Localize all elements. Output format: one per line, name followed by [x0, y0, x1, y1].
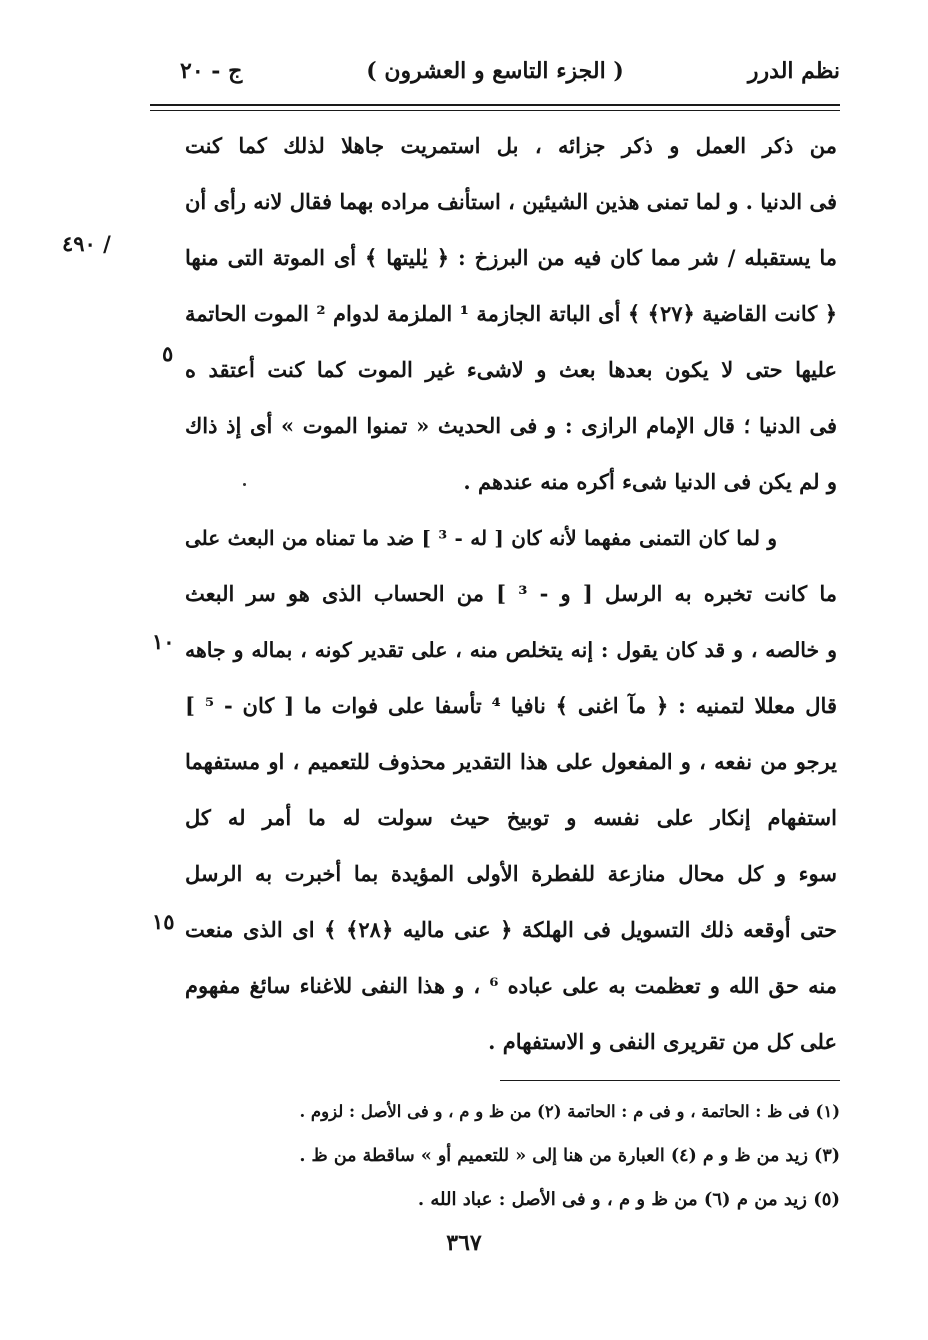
manuscript-folio-marker: / ٤٩٠ [62, 231, 111, 256]
text-line: ما كانت تخبره به الرسل [ و - ³ ] من الحساب الذى هو سر البعث [185, 581, 837, 606]
footnote-line: (٥) زيد من م (٦) من ظ و م ، و فى الأصل : عباد الله . [417, 1189, 840, 1210]
text-line: استفهام إنكار على نفسه و توبيخ حيث سولت له ما أمر له كل [185, 805, 837, 830]
text-line: فى الدنيا ؛ قال الإمام الرازى : و فى الحديث « تمنوا الموت » أى إذ ذاك [185, 413, 837, 438]
text-line: ﴿ كانت القاضية ﴿٢٧﴾ ﴾ أى الباتة الجازمة ¹ الملزمة لدوام ² الموت الحاتمة [185, 301, 837, 326]
line-number-5: ٥ [162, 341, 174, 366]
footnote-line: (١) فى ظ : الحاتمة ، و فى م : الحاتمة (٢) من ظ و م ، و فى الأصل : لزوم . [299, 1102, 840, 1121]
line-number-10: ١٠ [152, 629, 175, 654]
header-rule-thick [150, 104, 840, 106]
text-line: حتى أوقعه ذلك التسويل فى الهلكة ﴿ عنى ماليه ﴿٢٨﴾ ﴾ اى الذى منعت [185, 917, 837, 942]
main-text [185, 118, 837, 1070]
page-number: ٣٦٧ [446, 1230, 482, 1256]
footnote-line: (٣) زيد من ظ و م (٤) العبارة من هنا إلى « للتعميم أو » ساقطة من ظ . [299, 1146, 840, 1166]
volume-number: ج - ٢٠ [180, 58, 243, 84]
text-line: منه حق الله و تعظمت به على عباده ⁶ ، و هذا النفى للاغناء سائغ مفهوم [185, 973, 837, 998]
line-number-15: ١٥ [152, 909, 175, 934]
header-rule-thin [150, 110, 840, 111]
running-header [150, 58, 840, 98]
part-title: ( الجزء التاسع و العشرون ) [366, 58, 624, 84]
paragraph-start-line: و لما كان التمنى مفهما لأنه كان [ له - ³ ] ضد ما تمناه من البعث على [185, 526, 777, 550]
book-title: نظم الدرر [747, 58, 840, 84]
text-line: من ذكر العمل و ذكر جزائه ، بل استمريت جاهلا لذلك كما كنت [185, 133, 837, 158]
text-line: عليها حتى لا يكون بعدها بعث و لاشىء غير الموت كما كنت أعتقد ه [185, 357, 837, 382]
text-line: فى الدنيا . و لما تمنى هذين الشيئين ، استأنف مراده بهما فقال لانه رأى أن [185, 189, 837, 214]
text-line: يرجو من نفعه ، و المفعول على هذا التقدير محذوف للتعميم ، او مستفهما [185, 749, 837, 774]
text-line: سوء و كل محال منازعة للفطرة الأولى المؤيدة بما أخبرت به الرسل [185, 861, 837, 886]
text-line: قال معللا لتمنيه : ﴿ مآ اغنى ﴾ نافيا ⁴ تأسفا على فوات ما [ كان - ⁵ ] [185, 693, 837, 718]
text-line: ما يستقبله / شر مما كان فيه من البرزخ : ﴿ يٰليتها ﴾ أى الموتة التى منها [185, 245, 837, 270]
text-line: و لم يكن فى الدنيا شىء أكره منه عندهم . [463, 469, 837, 494]
footnote-rule [500, 1080, 840, 1081]
footnotes [300, 1090, 840, 1222]
text-line: على كل من تقريرى النفى و الاستفهام . [488, 1029, 837, 1054]
print-speck [243, 483, 246, 486]
text-line: و خالصه ، و قد كان يقول : إنه يتخلص منه ، على تقدير كونه ، بماله و جاهه [185, 638, 837, 662]
